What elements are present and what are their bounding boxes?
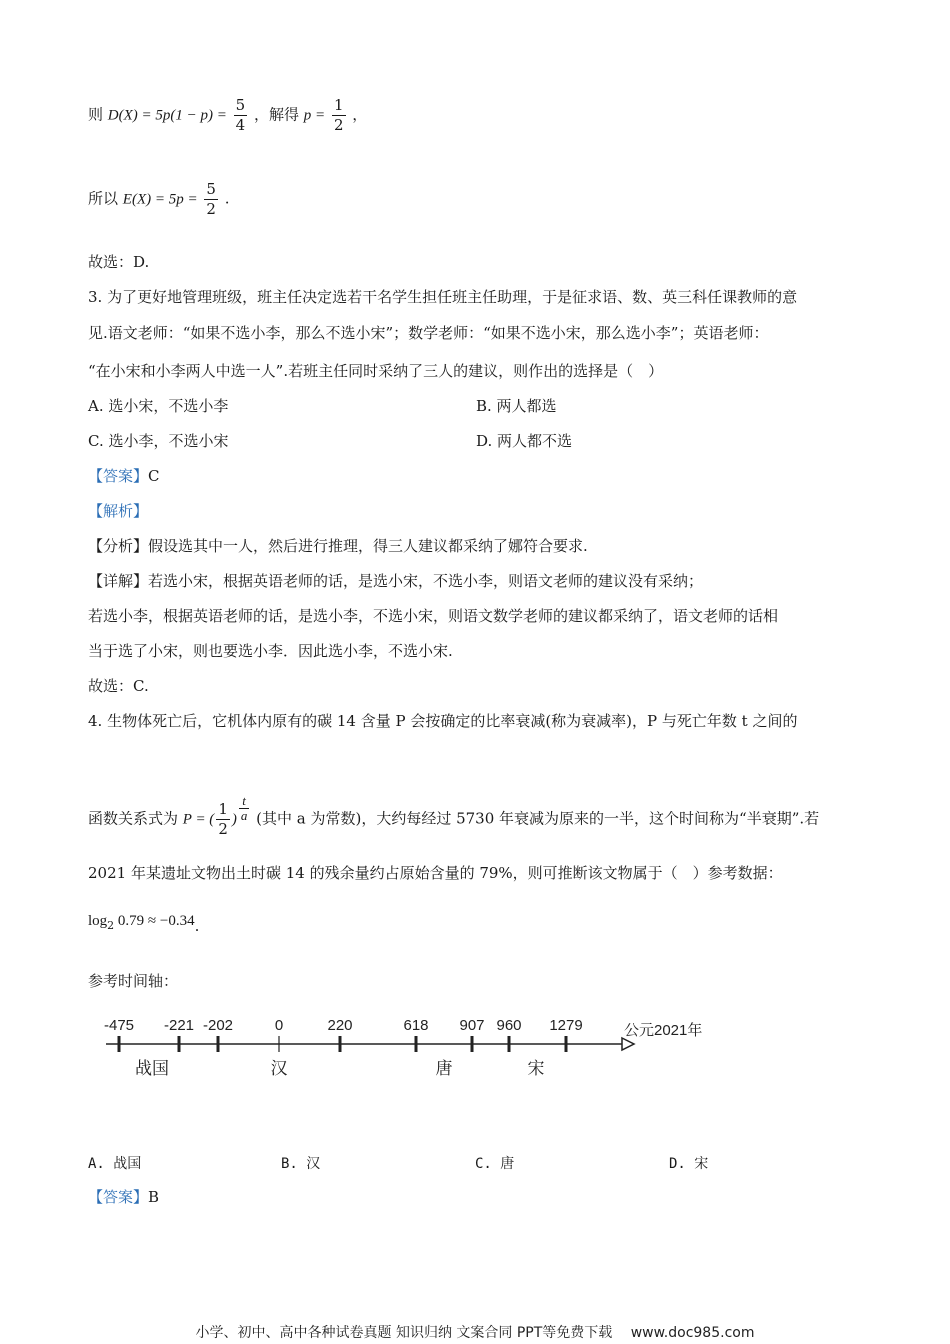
q3-answer (88, 466, 160, 486)
timeline-end-label: 公元2021年 (624, 1022, 703, 1039)
xiangjie-tag: 【详解】 (88, 572, 149, 590)
fraction-denominator: 2 (206, 200, 216, 218)
q3-option-a: A. 选小宋，不选小李 (88, 397, 229, 415)
q4-option-a: A. 战国 (88, 1156, 142, 1172)
log-base: 2 (107, 919, 115, 932)
timeline-era-label: 唐 (435, 1059, 453, 1078)
punctuation: . (194, 917, 200, 935)
fraction-1-2 (332, 96, 346, 135)
q3-xiangjie (88, 571, 703, 591)
answer-tag: 【答案】 (88, 1188, 149, 1206)
formula-line-variance (88, 96, 367, 135)
q3-analysis-tag (88, 501, 148, 521)
exponent-fraction (239, 794, 250, 823)
fraction-numerator: 1 (333, 96, 344, 114)
timeline-era-label: 宋 (527, 1059, 545, 1078)
q4-stem-line3: 2021 年某遗址文物出土时碳 14 的残余量约占原始含量的 79%，则可推断该文物属于（ ）参考数据： (88, 864, 783, 882)
fraction-5-2 (204, 180, 218, 219)
p-expression: p = (303, 107, 326, 124)
expectation-expression: E(X) = 5p = (122, 191, 198, 208)
page-footer: 小学、初中、高中各种试卷真题 知识归纳 文案合同 PPT等免费下载 www.doc985.com (195, 1325, 755, 1341)
timeline-tick-label: 618 (403, 1017, 429, 1034)
timeline-tick-label: 907 (459, 1017, 485, 1034)
text-suoyi: 所以 (88, 189, 119, 208)
q3-stem-line1: 3. 为了更好地管理班级，班主任决定选若干名学生担任班主任助理，于是征求语、数、英三科任课教师的意 (88, 288, 798, 306)
fraction-numerator: 5 (206, 180, 216, 198)
fraction-denominator: 2 (333, 116, 344, 134)
fraction-denominator: 2 (218, 820, 228, 838)
q4-stem-line1: 4. 生物体死亡后，它机体内原有的碳 14 含量 P 会按确定的比率衰减(称为衰减率)，P 与死亡年数 t 之间的 (88, 712, 798, 730)
q3-stem-line2: 见.语文老师：“如果不选小李，那么不选小宋”；数学老师：“如果不选小宋，那么选小李”；英语老师： (88, 324, 769, 342)
fenxi-tag: 【分析】 (88, 537, 149, 555)
q4-option-b: B. 汉 (281, 1156, 321, 1172)
log-text: log (88, 913, 108, 929)
q3-option-d: D. 两人都不选 (476, 432, 573, 450)
text-solve: ，解得 (254, 105, 300, 124)
stem-post: (其中 a 为常数)，大约每经过 5730 年衰减为原来的一半，这个时间称为“半衰期”.若 (256, 809, 820, 828)
variance-expression: D(X) = 5p(1 − p) = (107, 107, 227, 124)
timeline-era-label: 战国 (135, 1059, 169, 1078)
exponent-numerator: t (239, 794, 250, 809)
timeline-tick-label: 960 (496, 1017, 522, 1034)
formula-lhs: P = ( (182, 811, 215, 828)
q3-xiangjie-line3: 当于选了小宋，则也要选小李．因此选小李，不选小宋. (88, 642, 453, 660)
q4-answer (88, 1187, 159, 1207)
formula-line-expectation (88, 180, 230, 219)
fenxi-text: 假设选其中一人，然后进行推理，得三人建议都采纳了娜符合要求. (148, 537, 588, 555)
stem-prefix: 函数关系式为 (88, 809, 179, 828)
q4-stem-line2 (88, 793, 820, 839)
log-value: 0.79 ≈ −0.34 (114, 913, 195, 929)
q3-xiangjie-line2: 若选小李，根据英语老师的话，是选小李，不选小宋，则语文数学老师的建议都采纳了，语文老师的话相 (88, 607, 779, 625)
fraction-numerator: 1 (218, 800, 228, 818)
q4-option-d: D. 宋 (669, 1156, 709, 1172)
answer-tag: 【答案】 (88, 467, 149, 485)
fraction-denominator: 4 (235, 116, 246, 134)
timeline-tick-label: 1279 (549, 1017, 583, 1034)
timeline-tick-label: -202 (202, 1017, 234, 1034)
timeline-tick-label: -475 (103, 1017, 135, 1034)
punctuation: ， (352, 105, 368, 124)
q4-timeline-label: 参考时间轴： (88, 972, 179, 990)
conclusion-q2: 故选：D. (88, 253, 150, 271)
q3-stem-line3: “在小宋和小李两人中选一人”.若班主任同时采纳了三人的建议，则作出的选择是（ ） (88, 362, 664, 380)
formula-close: ) (231, 811, 237, 828)
fraction-numerator: 5 (235, 96, 246, 114)
answer-value: C (148, 467, 160, 485)
timeline-tick-label: 220 (327, 1017, 353, 1034)
answer-value: B (148, 1188, 160, 1206)
timeline-tick-label: -221 (163, 1017, 195, 1034)
q3-fenxi (88, 536, 588, 556)
q4-option-c: C. 唐 (475, 1156, 515, 1172)
q3-conclusion: 故选：C. (88, 677, 149, 695)
q3-option-c: C. 选小李，不选小宋 (88, 432, 229, 450)
exponent-denominator: a (240, 808, 248, 823)
timeline-tick-label: 0 (274, 1017, 284, 1034)
reference-timeline (88, 1012, 728, 1087)
formula-exponent (237, 794, 252, 823)
formula-fraction (216, 800, 230, 839)
fraction-5-4 (234, 96, 248, 135)
q3-option-b: B. 两人都选 (476, 397, 557, 415)
xiangjie-text: 若选小宋，根据英语老师的话，是选小宋，不选小李，则语文老师的建议没有采纳； (148, 572, 704, 590)
timeline-era-label: 汉 (270, 1059, 288, 1078)
timeline-arrow-icon (622, 1038, 634, 1050)
text-ze: 则 (88, 105, 104, 124)
punctuation: . (224, 189, 230, 208)
analysis-tag: 【解析】 (88, 502, 149, 520)
q4-reference-log (88, 910, 199, 936)
